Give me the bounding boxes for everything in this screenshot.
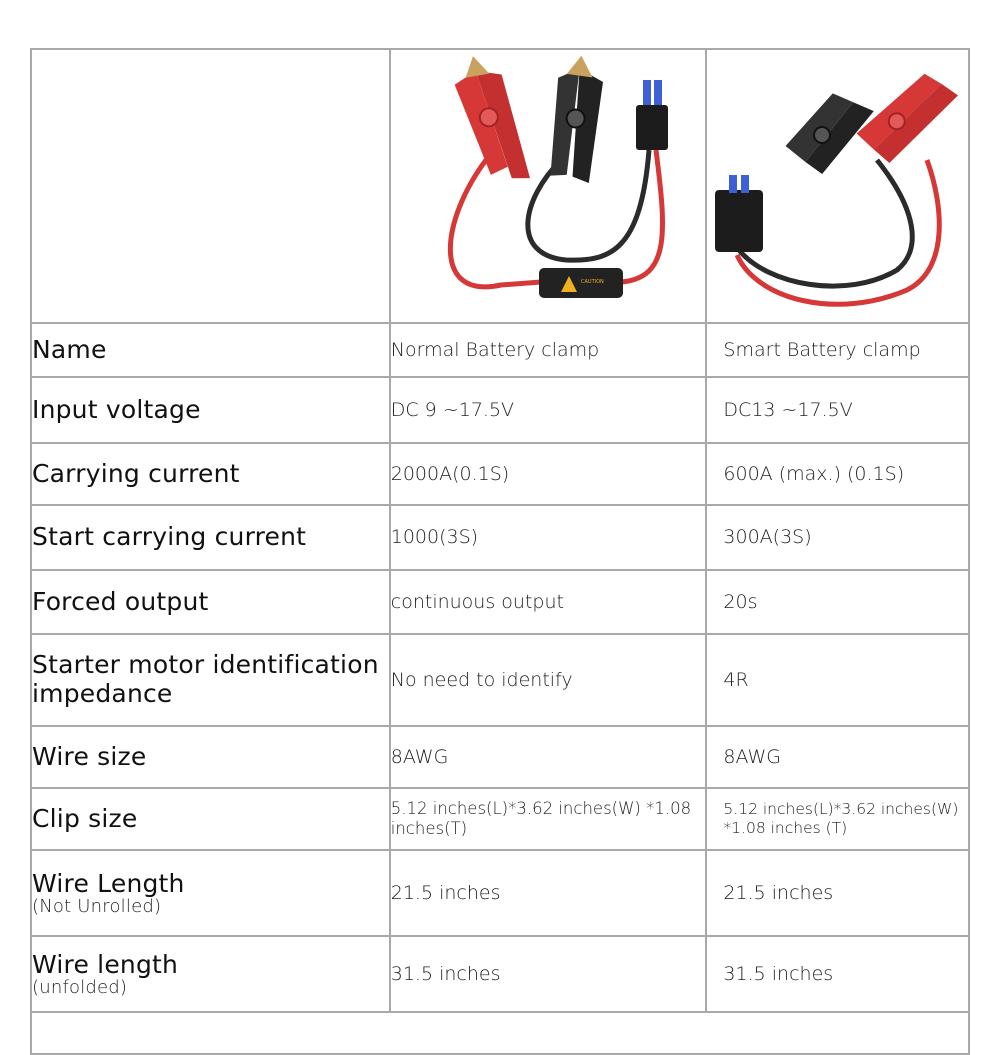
row-label [31,936,390,1012]
row-label: Start carrying current [31,505,390,570]
image-row [31,49,969,323]
normal-value: continuous output [390,570,707,634]
row-label: Carrying current [31,443,390,505]
row-label: Input voltage [31,377,390,443]
row-label-text: Wire Length [32,868,185,898]
normal-value: 2000A(0.1S) [390,443,707,505]
row-label-text: Wire length [32,949,179,979]
normal-value: Normal Battery clamp [390,323,707,377]
smart-value: 4R [706,634,969,726]
row-label: Starter motor identification impedance [31,634,390,726]
table-row [31,443,969,505]
table-row [31,377,969,443]
smart-value: 600A (max.) (0.1S) [706,443,969,505]
smart-value: 5.12 inches(L)*3.62 inches(W) *1.08 inches (T) [706,788,969,850]
row-label: Wire size [31,726,390,788]
svg-text:CAUTION: CAUTION [580,279,604,285]
normal-battery-clamp-image [391,50,707,322]
spec-comparison-table [30,48,970,1055]
table-row [31,505,969,570]
normal-clamp-image-cell [390,49,707,323]
table-row [31,570,969,634]
smart-value: 21.5 inches [706,850,969,936]
row-label [31,850,390,936]
normal-value: DC 9 ~17.5V [390,377,707,443]
normal-value: 5.12 inches(L)*3.62 inches(W) *1.08 inches(T) [390,788,707,850]
empty-header-cell [31,49,390,323]
smart-value: 300A(3S) [706,505,969,570]
smart-value: 20s [706,570,969,634]
row-label: Forced output [31,570,390,634]
normal-value: 21.5 inches [390,850,707,936]
row-label: Clip size [31,788,390,850]
table-row [31,726,969,788]
table-row [31,936,969,1012]
table-row [31,850,969,936]
smart-value: Smart Battery clamp [706,323,969,377]
normal-value: 31.5 inches [390,936,707,1012]
smart-value: DC13 ~17.5V [706,377,969,443]
smart-battery-clamp-image [707,50,969,322]
normal-value: No need to identify [390,634,707,726]
footer-row [31,1012,969,1054]
smart-value: 8AWG [706,726,969,788]
table-row [31,634,969,726]
row-sublabel: (unfolded) [32,977,128,999]
table-row [31,323,969,377]
row-label: Name [31,323,390,377]
table-row [31,788,969,850]
smart-clamp-image-cell [706,49,969,323]
normal-value: 8AWG [390,726,707,788]
footer-cell [31,1012,969,1054]
smart-value: 31.5 inches [706,936,969,1012]
row-sublabel: (Not Unrolled) [32,896,162,918]
normal-value: 1000(3S) [390,505,707,570]
